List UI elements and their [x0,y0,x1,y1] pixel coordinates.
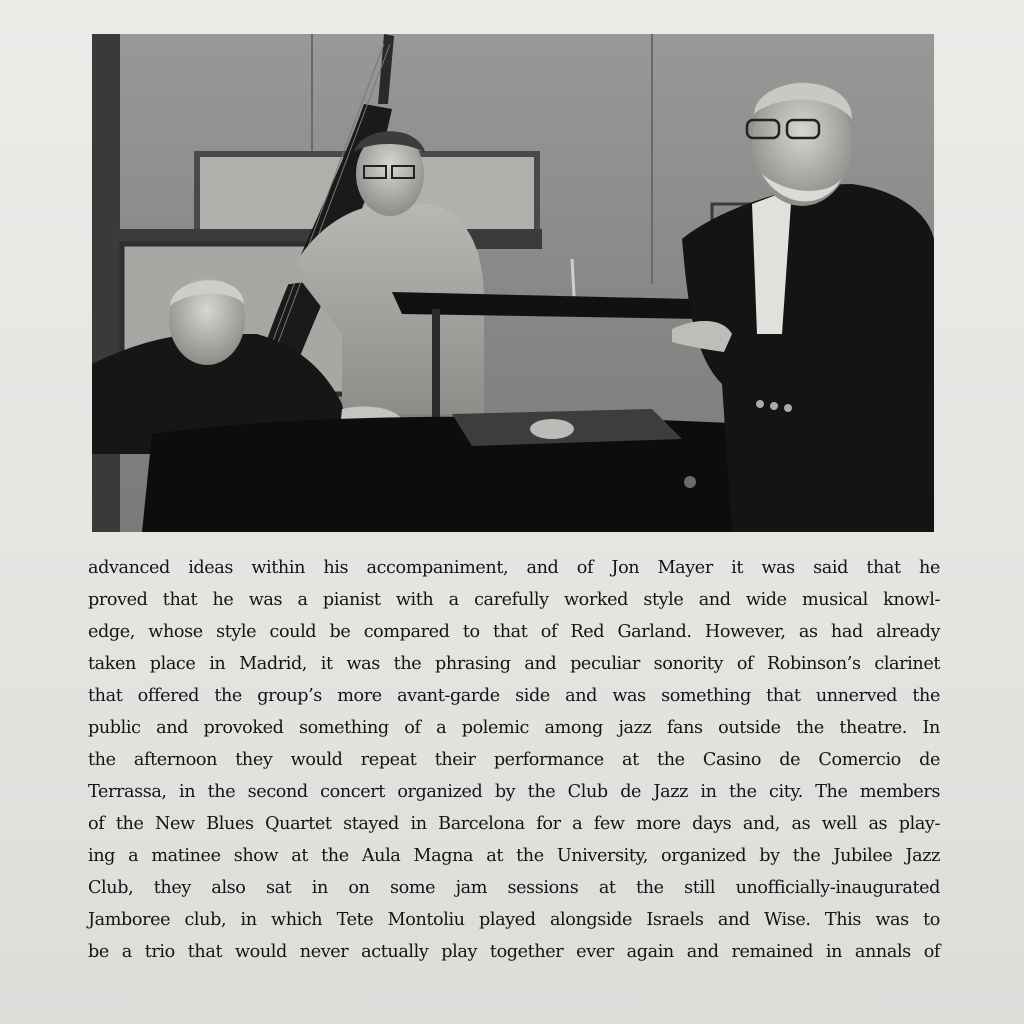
text-line: the afternoon they would repeat their performance at the Casino de Comercio de [88,750,940,770]
text-line: Club, they also sat in on some jam sessions at the still unofficially-inaugurated [88,878,940,898]
text-line: of the New Blues Quartet stayed in Barcelona for a few more days and, as well as play- [88,814,940,834]
text-line: advanced ideas within his accompaniment, and of Jon Mayer it was said that he [88,558,940,578]
text-line: edge, whose style could be compared to that of Red Garland. However, as had already [88,622,940,642]
text-line: Jamboree club, in which Tete Montoliu played alongside Israels and Wise. This was to [88,910,940,930]
text-line: ing a matinee show at the Aula Magna at the University, organized by the Jubilee Jazz [88,846,940,866]
photo-illustration [92,34,934,532]
text-line: proved that he was a pianist with a carefully worked style and wide musical knowl- [88,590,940,610]
text-line: Terrassa, in the second concert organized by the Club de Jazz in the city. The members [88,782,940,802]
text-line: that offered the group’s more avant-garde side and was something that unnerved the [88,686,940,706]
text-line: be a trio that would never actually play together ever again and remained in annals of [88,942,940,962]
photo-musicians-at-piano [92,34,934,532]
text-line: public and provoked something of a polemic among jazz fans outside the theatre. In [88,718,940,738]
body-paragraph [88,552,940,968]
text-line: taken place in Madrid, it was the phrasing and peculiar sonority of Robinson’s clarinet [88,654,940,674]
